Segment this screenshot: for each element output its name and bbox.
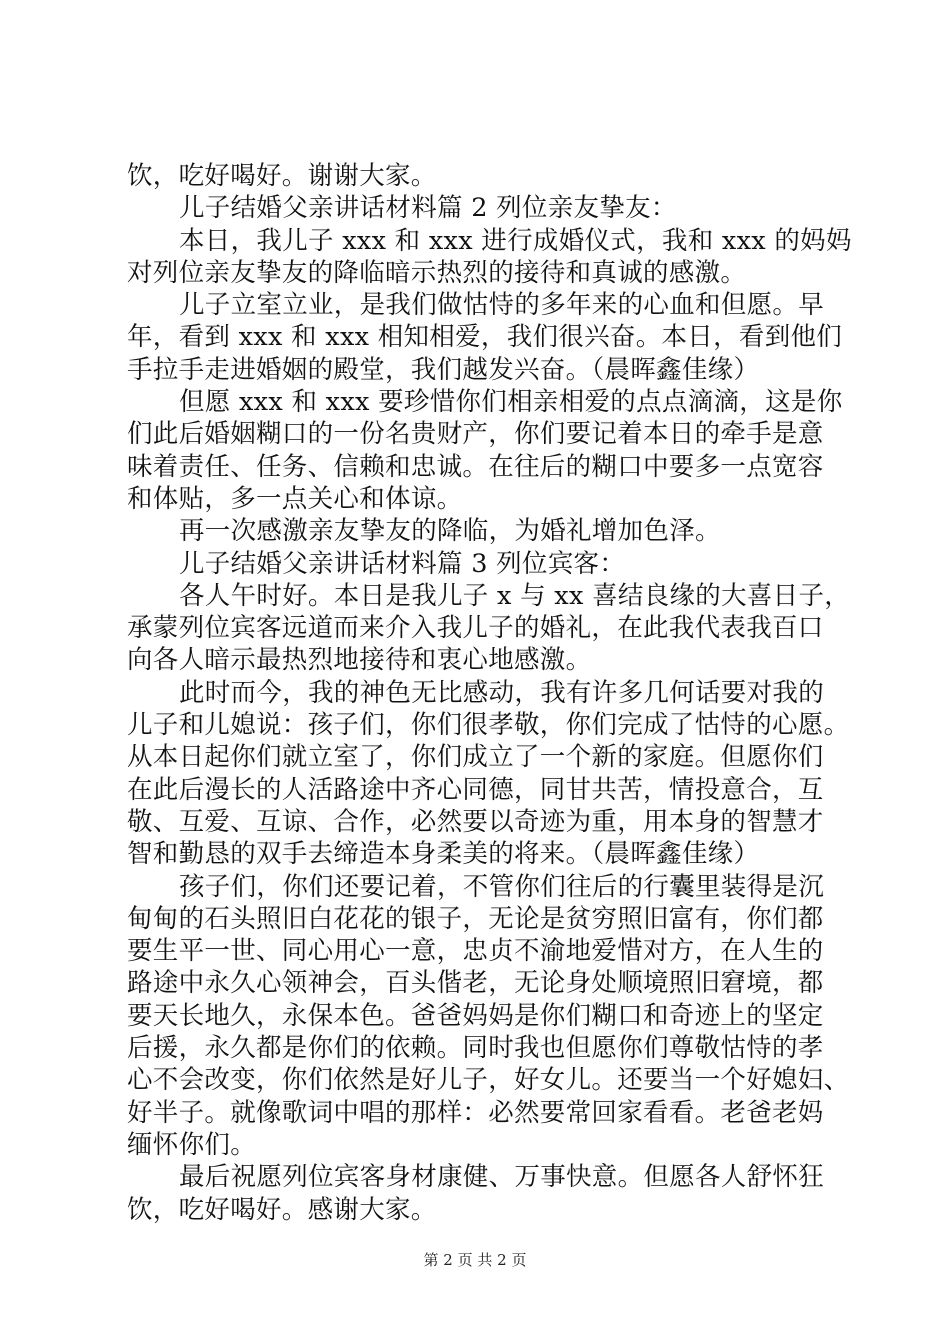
text-line: 要生平一世、同心用心一意，忠贞不渝地爱惜对方，在人生的 — [127, 936, 824, 967]
text-line: 对列位亲友挚友的降临暗示热烈的接待和真诚的感激。 — [127, 257, 747, 288]
text-line: 儿子结婚父亲讲话材料篇 3 列位宾客： — [179, 548, 626, 579]
text-line: 智和勤恳的双手去缔造本身柔美的将来。（晨晖鑫佳缘） — [127, 839, 760, 870]
text-line: 饮，吃好喝好。感谢大家。 — [127, 1194, 437, 1225]
page-number-footer: 第 2 页 共 2 页 — [423, 1251, 527, 1269]
text-line: 儿子和儿媳说：孩子们，你们很孝敬，你们完成了怙恃的心愿。 — [127, 710, 850, 741]
text-line: 此时而今，我的神色无比感动，我有许多几何话要对我的 — [179, 677, 825, 708]
text-line: 缅怀你们。 — [127, 1129, 257, 1160]
text-line: 孩子们，你们还要记着，不管你们往后的行囊里装得是沉 — [179, 871, 825, 902]
text-line: 承蒙列位宾客远道而来介入我儿子的婚礼，在此我代表我百口 — [127, 613, 824, 644]
text-line: 向各人暗示最热烈地接待和衷心地感激。 — [127, 645, 592, 676]
text-line: 味着责任、任务、信赖和忠诚。在往后的糊口中要多一点宽容 — [127, 451, 824, 482]
text-line: 最后祝愿列位宾客身材康健、万事快意。但愿各人舒怀狂 — [179, 1162, 825, 1193]
document-body — [127, 160, 852, 1226]
text-line: 好半子。就像歌词中唱的那样：必然要常回家看看。老爸老妈 — [127, 1097, 824, 1128]
text-line: 但愿 xxx 和 xxx 要珍惜你们相亲相爱的点点滴滴，这是你 — [179, 387, 843, 418]
text-line: 儿子结婚父亲讲话材料篇 2 列位亲友挚友： — [179, 193, 677, 224]
text-line: 甸甸的石头照旧白花花的银子，无论是贫穷照旧富有，你们都 — [127, 903, 824, 934]
text-line: 儿子立室立业，是我们做怙恃的多年来的心血和但愿。早 — [179, 290, 825, 321]
text-line: 本日，我儿子 xxx 和 xxx 进行成婚仪式，我和 xxx 的妈妈 — [179, 225, 852, 256]
text-line: 在此后漫长的人活路途中齐心同德，同甘共苦，情投意合，互 — [127, 774, 824, 805]
text-line: 各人午时好。本日是我儿子 x 与 xx 喜结良缘的大喜日子， — [179, 580, 851, 611]
text-line: 再一次感激亲友挚友的降临，为婚礼增加色泽。 — [179, 516, 721, 547]
text-line: 敬、互爱、互谅、合作，必然要以奇迹为重，用本身的智慧才 — [127, 806, 824, 837]
text-line: 饮，吃好喝好。谢谢大家。 — [127, 161, 437, 191]
text-line: 要天长地久，永保本色。爸爸妈妈是你们糊口和奇迹上的坚定 — [127, 1000, 824, 1031]
text-line: 路途中永久心领神会，百头偕老，无论身处顺境照旧窘境，都 — [127, 968, 824, 999]
text-line: 们此后婚姻糊口的一份名贵财产，你们要记着本日的牵手是意 — [127, 419, 824, 450]
text-line: 年，看到 xxx 和 xxx 相知相爱，我们很兴奋。本日，看到他们 — [127, 322, 843, 353]
text-line: 手拉手走进婚姻的殿堂，我们越发兴奋。（晨晖鑫佳缘） — [127, 354, 760, 385]
text-line: 心不会改变，你们依然是好儿子，好女儿。还要当一个好媳妇、 — [127, 1065, 850, 1096]
text-line: 和体贴，多一点关心和体谅。 — [127, 483, 463, 514]
text-line: 后援，永久都是你们的依赖。同时我也但愿你们尊敬怙恃的孝 — [127, 1033, 824, 1064]
text-line: 从本日起你们就立室了，你们成立了一个新的家庭。但愿你们 — [127, 742, 824, 773]
